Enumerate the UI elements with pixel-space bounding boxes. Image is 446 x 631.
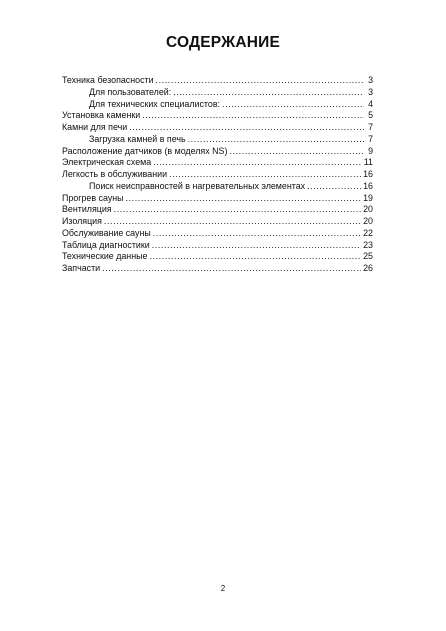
toc-leader-dots [104,216,361,228]
toc-entry-label: Загрузка камней в печь [89,133,186,144]
toc-entry-label: Электрическая схема [62,157,152,168]
toc-entry-page: 3 [368,86,373,97]
toc-entry-page: 22 [363,227,373,238]
toc-entry-label: Изоляция [62,216,102,226]
toc-entry-label: Обслуживание сауны [62,227,151,238]
toc-entry[interactable] [62,228,373,240]
toc-entry-label: Камни для печи [62,122,128,132]
toc-entry-label: Установка каменки [62,110,141,121]
page-number: 2 [220,584,226,593]
toc-entry-page: 20 [363,204,373,215]
toc-entry-page: 26 [363,263,373,273]
toc-entry-page: 4 [368,98,373,109]
toc-entry-label: Техника безопасности [62,75,154,85]
toc-entry-label: Таблица диагностики [62,239,150,250]
toc-entry-label: Для технических специалистов: [89,98,221,109]
toc-entry-label: Запчасти [62,263,101,273]
toc-leader-dots [149,251,361,263]
toc-entry-label: Вентиляция [62,204,112,215]
toc-entry[interactable] [62,75,373,87]
toc-leader-dots [169,169,361,181]
toc-leader-dots [152,240,361,252]
toc-entry-label: Прогрев сауны [62,192,124,203]
page-title: СОДЕРЖАНИЕ [165,34,281,51]
toc-leader-dots [114,204,362,216]
toc-entry[interactable] [62,204,373,216]
toc-entry[interactable] [62,251,373,263]
toc-entry-page: 11 [363,157,373,168]
toc-leader-dots [188,134,364,146]
toc-entry[interactable] [62,263,373,275]
toc-entry-page: 25 [363,251,373,262]
toc-entry-label: Для пользователей: [89,86,172,97]
toc-entry-label: Легкость в обслуживании [62,169,168,179]
toc-entry-page: 7 [368,133,373,144]
toc-entry-page: 16 [363,169,373,179]
toc-leader-dots [173,87,364,99]
toc-leader-dots [142,110,364,122]
toc-leader-dots [307,181,361,193]
toc-entry-label: Технические данные [62,251,148,262]
table-of-contents [62,75,373,275]
toc-leader-dots [102,263,361,275]
toc-entry[interactable] [62,122,373,134]
toc-entry-label: Поиск неисправностей в нагревательных элементах [89,180,306,191]
toc-entry[interactable] [62,134,373,146]
toc-leader-dots [126,193,362,205]
toc-leader-dots [153,157,362,169]
toc-entry[interactable] [62,169,373,181]
toc-entry-page: 20 [363,216,373,226]
toc-entry[interactable] [62,146,373,158]
toc-leader-dots [229,146,364,158]
toc-entry-label: Расположение датчиков (в моделях NS) [62,145,228,156]
toc-entry[interactable] [62,181,373,193]
toc-entry[interactable] [62,157,373,169]
toc-entry-page: 3 [368,75,373,85]
toc-entry[interactable] [62,87,373,99]
toc-leader-dots [222,99,364,111]
toc-entry-page: 23 [363,239,373,250]
toc-entry[interactable] [62,193,373,205]
toc-leader-dots [156,75,364,87]
toc-entry-page: 9 [368,145,373,156]
toc-leader-dots [129,122,364,134]
toc-entry-page: 16 [363,180,373,191]
toc-leader-dots [153,228,361,240]
toc-entry-page: 7 [368,122,373,132]
toc-entry[interactable] [62,99,373,111]
toc-entry[interactable] [62,216,373,228]
toc-entry[interactable] [62,110,373,122]
toc-entry[interactable] [62,240,373,252]
toc-entry-page: 5 [368,110,373,121]
toc-entry-page: 19 [363,192,373,203]
